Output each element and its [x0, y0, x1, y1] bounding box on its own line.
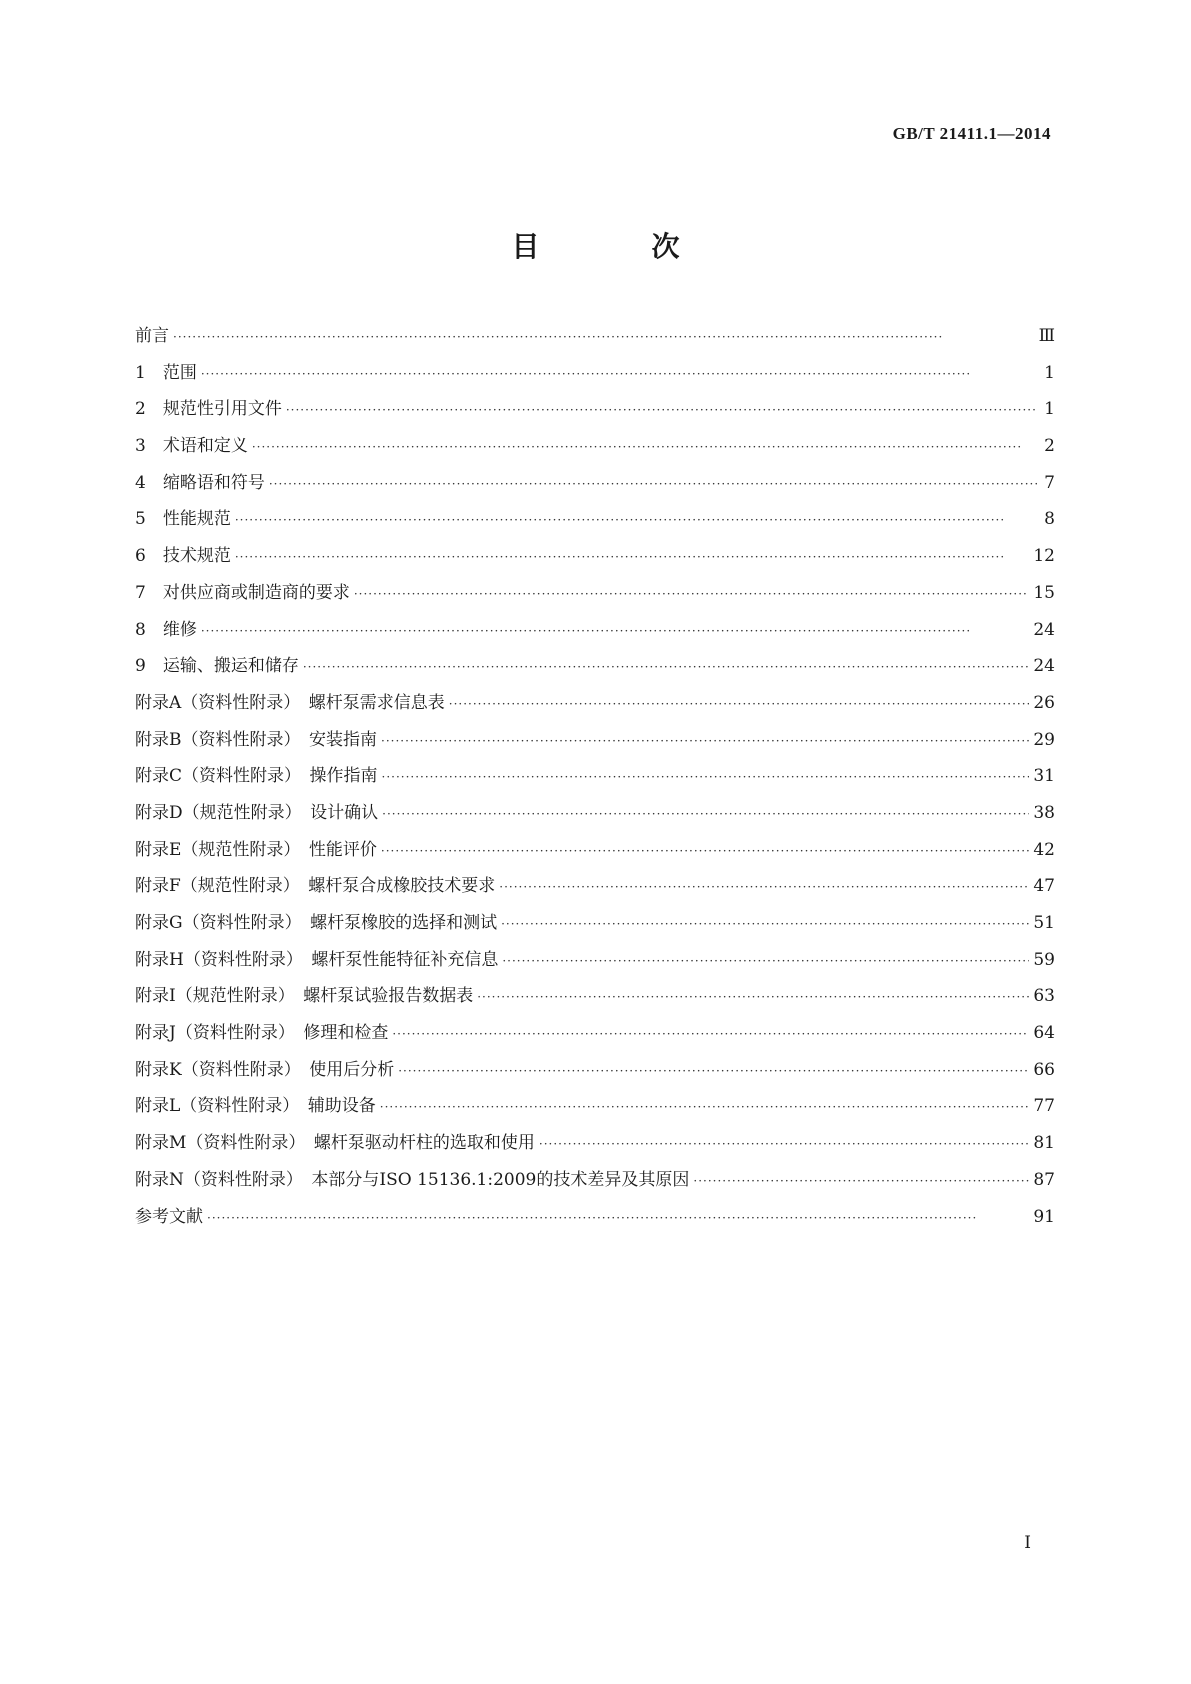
toc-entry-title: 附录C（资料性附录） 操作指南 — [135, 766, 378, 787]
toc-entry[interactable] — [135, 1096, 1055, 1133]
dot-leader — [380, 1097, 1030, 1117]
toc-entry-page: 77 — [1033, 1096, 1055, 1117]
toc-entry[interactable] — [135, 1207, 1055, 1244]
toc-entry[interactable] — [135, 986, 1055, 1023]
toc-entry[interactable] — [135, 546, 1055, 583]
page-title: 目 次 — [511, 230, 722, 263]
dot-leader — [392, 1024, 1029, 1044]
toc-entry-title: 附录F（规范性附录） 螺杆泵合成橡胶技术要求 — [135, 876, 496, 897]
toc-entry-title: 附录A（资料性附录） 螺杆泵需求信息表 — [135, 692, 445, 713]
toc-entry-page: 15 — [1033, 582, 1055, 603]
toc-entry-title: 附录E（规范性附录） 性能评价 — [135, 839, 377, 860]
toc-entry[interactable] — [135, 1023, 1055, 1060]
toc-entry-title: 3 术语和定义 — [135, 436, 248, 457]
toc-entry[interactable] — [135, 363, 1055, 400]
toc-entry-title: 2 规范性引用文件 — [135, 399, 282, 420]
toc-entry-title: 附录K（资料性附录） 使用后分析 — [135, 1059, 395, 1080]
toc-entry-title: 参考文献 — [135, 1206, 203, 1227]
toc-entry-title: 8 维修 — [135, 619, 197, 640]
dot-leader — [354, 584, 1030, 604]
dot-leader — [449, 694, 1030, 714]
toc-entry-page: 91 — [1033, 1206, 1055, 1227]
standard-number: GB/T 21411.1—2014 — [892, 124, 1051, 143]
toc-entry-page: 7 — [1044, 472, 1055, 493]
toc-entry-page: 2 — [1044, 436, 1055, 457]
dot-leader — [173, 327, 1035, 347]
toc-entry-title: 前言 — [135, 326, 169, 346]
toc-entry[interactable] — [135, 766, 1055, 803]
dot-leader — [269, 474, 1037, 494]
toc-entry-page: 87 — [1033, 1169, 1055, 1190]
toc-entry-page: 24 — [1033, 619, 1055, 640]
toc-entry-page: 81 — [1033, 1133, 1055, 1154]
toc-entry-page: 24 — [1033, 656, 1055, 677]
dot-leader — [398, 1061, 1029, 1081]
page-number: I — [1024, 1533, 1031, 1553]
toc-entry-page: 42 — [1033, 839, 1055, 860]
toc-entry-title: 附录N（资料性附录） 本部分与ISO 15136.1:2009的技术差异及其原因 — [135, 1169, 690, 1190]
toc-entry[interactable] — [135, 876, 1055, 913]
toc-entry[interactable] — [135, 656, 1055, 693]
toc-entry-page: 26 — [1033, 692, 1055, 713]
toc-entry-page: 29 — [1033, 729, 1055, 750]
toc-entry-page: Ⅲ — [1038, 326, 1055, 346]
toc-entry[interactable] — [135, 436, 1055, 473]
toc-entry[interactable] — [135, 693, 1055, 730]
toc-entry-page: 1 — [1044, 362, 1055, 383]
dot-leader — [501, 914, 1029, 934]
toc-entry-title: 5 性能规范 — [135, 509, 231, 530]
table-of-contents — [135, 326, 1055, 1243]
dot-leader — [207, 1208, 1029, 1228]
toc-entry-page: 59 — [1033, 949, 1055, 970]
dot-leader — [381, 731, 1029, 751]
toc-entry-page: 63 — [1033, 986, 1055, 1007]
toc-entry-title: 7 对供应商或制造商的要求 — [135, 582, 350, 603]
toc-entry[interactable] — [135, 730, 1055, 767]
toc-entry[interactable] — [135, 840, 1055, 877]
toc-entry[interactable] — [135, 803, 1055, 840]
toc-entry[interactable] — [135, 473, 1055, 510]
dot-leader — [201, 621, 1030, 641]
toc-entry[interactable] — [135, 399, 1055, 436]
toc-entry[interactable] — [135, 509, 1055, 546]
dot-leader — [499, 877, 1029, 897]
toc-entry-title: 9 运输、搬运和储存 — [135, 656, 299, 677]
dot-leader — [382, 767, 1030, 787]
toc-entry-title: 4 缩略语和符号 — [135, 472, 265, 493]
dot-leader — [381, 841, 1029, 861]
toc-entry-title: 附录B（资料性附录） 安装指南 — [135, 729, 377, 750]
toc-entry[interactable] — [135, 1170, 1055, 1207]
toc-entry-title: 附录J（资料性附录） 修理和检查 — [135, 1023, 389, 1044]
toc-entry-page: 1 — [1044, 399, 1055, 420]
toc-entry[interactable] — [135, 326, 1055, 363]
dot-leader — [201, 364, 1037, 384]
dot-leader — [539, 1134, 1029, 1154]
toc-entry[interactable] — [135, 583, 1055, 620]
toc-entry-page: 64 — [1033, 1023, 1055, 1044]
toc-entry-title: 附录I（规范性附录） 螺杆泵试验报告数据表 — [135, 986, 474, 1007]
toc-entry-page: 47 — [1033, 876, 1055, 897]
toc-entry[interactable] — [135, 1060, 1055, 1097]
dot-leader — [235, 547, 1030, 567]
dot-leader — [235, 510, 1037, 530]
dot-leader — [286, 400, 1037, 420]
toc-entry-page: 51 — [1033, 913, 1055, 933]
toc-entry-title: 附录H（资料性附录） 螺杆泵性能特征补充信息 — [135, 949, 499, 970]
toc-entry[interactable] — [135, 950, 1055, 987]
toc-entry[interactable] — [135, 913, 1055, 950]
dot-leader — [477, 987, 1029, 1007]
toc-entry-title: 6 技术规范 — [135, 546, 231, 567]
dot-leader — [252, 437, 1037, 457]
dot-leader — [382, 804, 1029, 824]
toc-entry-title: 1 范围 — [135, 362, 197, 383]
dot-leader — [693, 1171, 1029, 1191]
toc-entry-title: 附录D（规范性附录） 设计确认 — [135, 802, 379, 823]
dot-leader — [303, 657, 1030, 677]
toc-entry[interactable] — [135, 620, 1055, 657]
toc-entry-page: 66 — [1033, 1059, 1055, 1080]
toc-entry-page: 12 — [1033, 546, 1055, 567]
toc-entry-page: 8 — [1044, 509, 1055, 530]
toc-entry-page: 38 — [1033, 802, 1055, 823]
dot-leader — [502, 951, 1029, 971]
toc-entry-title: 附录M（资料性附录） 螺杆泵驱动杆柱的选取和使用 — [135, 1133, 535, 1154]
toc-entry[interactable] — [135, 1133, 1055, 1170]
toc-entry-title: 附录L（资料性附录） 辅助设备 — [135, 1096, 376, 1117]
toc-entry-page: 31 — [1033, 766, 1055, 787]
toc-entry-title: 附录G（资料性附录） 螺杆泵橡胶的选择和测试 — [135, 913, 498, 933]
